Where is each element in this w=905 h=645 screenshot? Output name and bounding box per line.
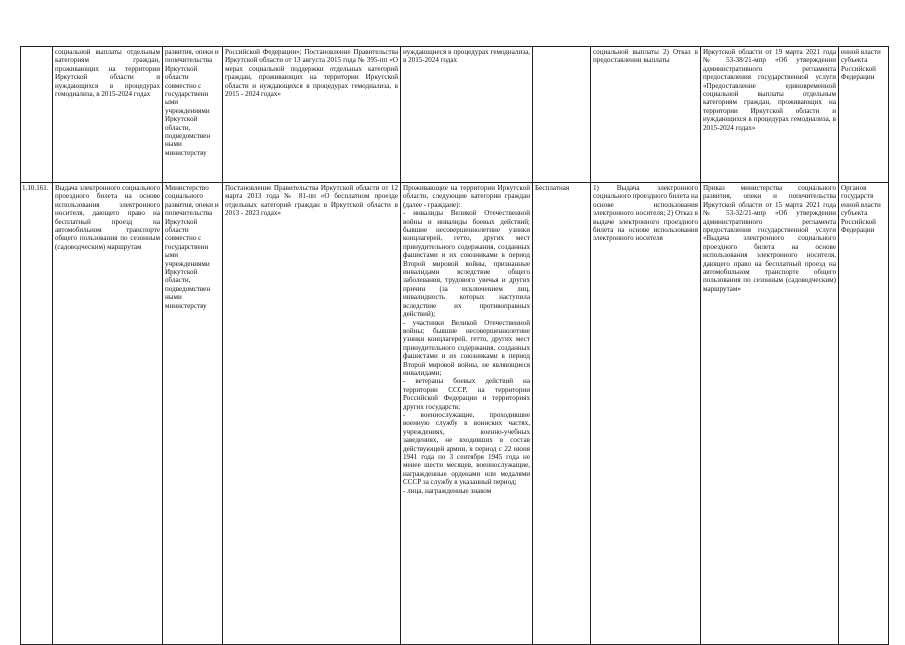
fee-cell: Бесплатная — [533, 183, 591, 645]
control-cell: енной власти субъекта Российской Федерации — [839, 47, 889, 183]
result-cell: социальной выплаты 2) Отказ в предоставлении выплаты — [591, 47, 701, 183]
table-row — [21, 183, 889, 645]
legal-basis-cell: Постановление Правительства Иркутской области от 12 марта 2013 года № 81-пп «О бесплатном проезде отдельных категорий граждан в Иркутской области в 2013 - 2023 годах» — [223, 183, 401, 645]
row-number-cell: 1.10.161. — [21, 183, 53, 645]
service-name-cell: социальной выплаты отдельным категориям граждан, проживающих на территории Иркутской области и нуждающихся в процедурах гемодиализа, в 2015-2024 годах — [53, 47, 163, 183]
row-number-cell — [21, 47, 53, 183]
table-row — [21, 47, 889, 183]
regulation-cell: Иркутской области от 19 марта 2021 года № 53-38/21-мпр «Об утверждении административного регламента предоставления государственной услуги «Предоставление единовременной социальной выплаты отдельным категориям граждан, проживающих на территории Иркутской области и нуждающихся в процедурах гемодиализа, в 2015-2024 годах» — [701, 47, 839, 183]
authority-cell: Министерство социального развития, опеки и попечительства Иркутской области совместно с государственн ыми учреждениями Иркутской области, подведомствен ными министерству — [163, 183, 223, 645]
authority-cell: развития, опеки и попечительства Иркутской области совместно с государственн ыми учреждениями Иркутской области, подведомствен ными министерству — [163, 47, 223, 183]
result-cell: 1) Выдача электронного социального проездного билета на основе использования электронного носителя; 2) Отказ в выдаче электронного проездного билета на основе использования электронного носителя — [591, 183, 701, 645]
recipients-cell: нуждающиеся в процедурах гемодиализа, в 2015-2024 годах — [401, 47, 533, 183]
regulation-cell: Приказ министерства социального развития, опеки и попечительства Иркутской области от 15 марта 2021 года № 53-32/21-мпр «Об утверждении административного регламента предоставления государственной услуги «Выдача электронного социального проездного билета на основе использования электронного носителя, дающего право на бесплатный проезд на автомобильном транспорте общего пользования по сезонным (садоводческим) маршрутам» — [701, 183, 839, 645]
legal-basis-cell: Российской Федерации»; Постановление Правительства Иркутской области от 13 августа 2015 года № 395-пп «О мерах социальной поддержки отдельных категорий граждан, проживающих на территории Иркутской области и нуждающихся в процедурах гемодиализа, в 2015 - 2024 годах» — [223, 47, 401, 183]
service-name-cell: Выдача электронного социального проездного билета на основе использования электронного носителя, дающего право на бесплатный проезд на автомобильном транспорте общего пользования по сезонным (садоводческим) маршрутам — [53, 183, 163, 645]
services-registry-table — [20, 46, 889, 645]
fee-cell — [533, 47, 591, 183]
control-cell: Органов государств енной власти субъекта Российской Федерации — [839, 183, 889, 645]
recipients-cell: Проживающие на территории Иркутской области, следующие категории граждан (далее - граждане): - инвалиды Великой Отечественной войны и инвалиды боевых действий; бывшие несовершеннолетние узники концлагерей, гетто, других мест принудительного содержания, созданных фашистами и их союзниками в период Второй мировой войны, признанные инвалидами вследствие общего заболевания, трудового увечья и других причин (за исключением лиц, инвалидность которых наступила вследствие их противоправных действий); - участники Великой Отечественной войны; бывшие несовершеннолетние узники концлагерей, гетто, других мест принудительного содержания, созданных фашистами и их союзниками в период Второй мировой войны, не являющиеся инвалидами; - ветераны боевых действий на территории СССР, на территории Российской Федерации и территориях других государств; - военнослужащие, проходившие военную службу в воинских частях, учреждениях, военно-учебных заведениях, не входивших в состав действующей армии, в период с 22 июня 1941 года по 3 сентября 1945 года не менее шести месяцев, военнослужащие, награжденные орденами или медалями СССР за службу в указанный период; - лица, награжденные знаком — [401, 183, 533, 645]
